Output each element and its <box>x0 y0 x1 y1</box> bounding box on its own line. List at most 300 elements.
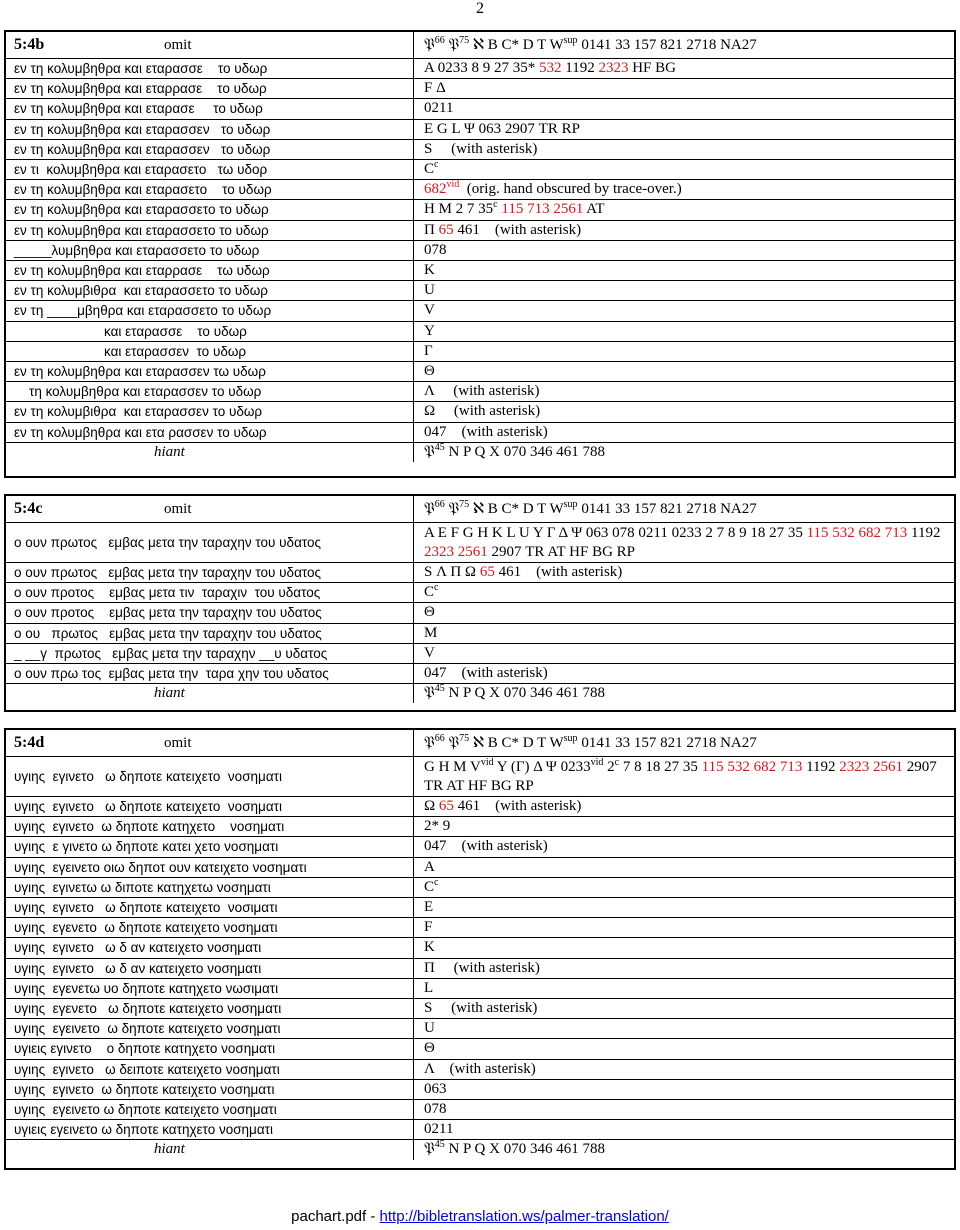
witness-text: F <box>424 919 433 936</box>
reading-cell <box>6 301 414 320</box>
table-row <box>6 381 954 401</box>
table-row <box>6 119 954 139</box>
table-row <box>6 1059 954 1079</box>
witness-text: vid <box>446 180 460 191</box>
greek-reading: υγιης εγενετο ω δηποτε κατειχετο νοσηματι <box>14 1001 282 1017</box>
table-row <box>6 179 954 199</box>
footer <box>0 1208 960 1225</box>
witness-text: Θ <box>424 1040 435 1057</box>
witness-list <box>424 979 433 998</box>
witness-list <box>424 221 581 240</box>
witness-cell <box>414 730 954 756</box>
reading-cell <box>6 221 414 240</box>
table-row <box>6 159 954 179</box>
reading-cell <box>6 979 414 998</box>
witness-text: 45 <box>434 442 445 453</box>
witness-text: M <box>424 624 438 641</box>
witness-text: N P Q X 070 346 461 788 <box>444 1141 605 1158</box>
greek-reading: ο ουν πρωτος εμβας μετα την ταραχην του υδατος <box>14 565 322 581</box>
greek-reading: υγιης εγινετο ω δηποτε κατειχετο νοσηματι <box>14 799 282 815</box>
reading-cell <box>6 938 414 957</box>
witness-text: A E F G H K L U Y Γ Δ Ψ 063 078 0211 0233 2 7 8 9 18 27 35 <box>424 524 807 541</box>
witness-text: Θ <box>424 363 435 380</box>
witness-cell <box>414 898 954 917</box>
table-row <box>6 796 954 816</box>
greek-reading: ο ουν προτος εμβας μετα την ταραχην του υδατος <box>14 605 322 621</box>
table-row <box>6 998 954 1018</box>
table-row <box>6 562 954 582</box>
table-row <box>6 978 954 998</box>
table-row <box>6 877 954 897</box>
witness-cell <box>414 1140 954 1159</box>
witness-cell <box>414 1019 954 1038</box>
witness-text: U <box>424 1020 435 1037</box>
witness-text: V <box>424 302 435 319</box>
witness-text: 078 <box>424 241 447 258</box>
table-row <box>6 139 954 159</box>
witness-cell <box>414 624 954 643</box>
greek-reading: τη κολυμβηθρα και εταρασσεν το υδωρ <box>14 384 262 400</box>
table-row <box>6 958 954 978</box>
reading-cell <box>6 79 414 98</box>
table-row <box>6 602 954 622</box>
witness-text: S (with asterisk) <box>424 140 538 157</box>
witness-list <box>424 644 435 663</box>
witness-cell <box>414 563 954 582</box>
greek-reading: υγιης εγινετο ω δηποτε κατειχετο νοσηματι <box>14 1081 275 1097</box>
omit-label: omit <box>164 500 192 517</box>
reading-cell <box>6 402 414 421</box>
witness-cell <box>414 603 954 622</box>
reading-cell <box>6 898 414 917</box>
witness-list <box>424 918 432 937</box>
witness-list <box>424 603 435 622</box>
reading-cell <box>6 858 414 877</box>
table-row <box>6 623 954 643</box>
witness-text: C <box>424 878 435 895</box>
witness-cell <box>414 160 954 179</box>
greek-reading: εν τι κολυμβηθρα και εταρασετο τω υδορ <box>14 162 268 178</box>
witness-text: Π <box>424 221 439 238</box>
witness-cell <box>414 221 954 240</box>
witness-text: 682 713 <box>858 524 908 541</box>
reading-cell <box>6 837 414 856</box>
witness-text: ℵ B C* D T W <box>469 500 564 517</box>
witness-text: 0211 <box>424 1121 454 1138</box>
witness-text: 𝔓 <box>424 734 435 751</box>
greek-reading: υγιης εγινετο ω δηποτε κατειχετο νοσηματι <box>14 769 282 784</box>
witness-text: 45 <box>434 684 445 695</box>
witness-cell <box>414 664 954 683</box>
witness-text: ℵ B C* D T W <box>469 734 564 751</box>
greek-reading: εν τη κολυμβηθρα και εταρασσε το υδωρ <box>14 61 268 77</box>
witness-text: c <box>434 583 439 594</box>
witness-list <box>424 959 540 978</box>
witness-cell <box>414 99 954 118</box>
table-row <box>6 643 954 663</box>
reading-cell <box>6 120 414 139</box>
witness-text: C <box>424 584 435 601</box>
witness-text: c <box>434 877 439 888</box>
table-row <box>6 361 954 381</box>
witness-text: 461 (with asterisk) <box>453 221 582 238</box>
greek-reading: υγιης ε γινετο ω δηποτε κατει χετο νοσηματι <box>14 839 279 855</box>
witness-list <box>424 342 433 361</box>
table-row <box>6 917 954 937</box>
witness-list <box>424 858 435 877</box>
reading-cell <box>6 59 414 78</box>
witness-text: 0141 33 157 821 2718 NA27 <box>577 36 757 53</box>
witness-list <box>424 180 682 199</box>
variant-header-cell <box>6 730 414 756</box>
witness-list <box>424 1100 447 1119</box>
greek-reading: εν τη κολυμβηθρα και εταρασσετο το υδωρ <box>14 202 269 218</box>
witness-text: 461 (with asterisk) <box>453 798 582 815</box>
witness-text: C <box>424 161 435 178</box>
witness-cell <box>414 180 954 199</box>
reading-cell <box>6 261 414 280</box>
table-row <box>6 401 954 421</box>
witness-text: 2323 2561 <box>424 543 488 560</box>
reading-cell <box>6 563 414 582</box>
reading-cell <box>6 99 414 118</box>
witness-cell <box>414 918 954 937</box>
witness-text: G H M V <box>424 758 481 775</box>
table-row <box>6 240 954 260</box>
variant-header-cell <box>6 32 414 58</box>
greek-reading: εν τη κολυμβηθρα και εταρρασε τω υδωρ <box>14 263 270 279</box>
witness-list <box>424 898 433 917</box>
witness-text: A 0233 8 9 27 35* <box>424 60 540 77</box>
witness-list <box>424 241 447 260</box>
witness-text: 66 <box>434 498 445 510</box>
witness-text: (orig. hand obscured by trace-over.) <box>459 181 682 198</box>
witness-text: Θ <box>424 604 435 621</box>
witness-text: 66 <box>434 34 445 46</box>
witness-text: 047 (with asterisk) <box>424 423 548 440</box>
table-row <box>6 442 954 462</box>
witness-text: 65 <box>479 564 495 581</box>
reading-cell <box>6 342 414 361</box>
witness-text: Ω (with asterisk) <box>424 403 541 420</box>
greek-reading: υγιης εγινετο ω δ αν κατειχετο νοσηματι <box>14 960 262 976</box>
witness-text: 𝔓 <box>424 500 435 517</box>
reading-cell <box>6 523 414 562</box>
witness-text: 0141 33 157 821 2718 NA27 <box>577 734 757 751</box>
witness-cell <box>414 1039 954 1058</box>
witness-text: 1192 <box>802 758 840 775</box>
witness-list <box>424 382 539 401</box>
greek-reading: υγιης εγινετο ω δειποτε κατειχετο νοσηματι <box>14 1061 280 1077</box>
greek-reading: ο ουν πρω τος εμβας μετα την ταρα χην του υδατος <box>14 666 329 682</box>
witness-text: 𝔓 <box>424 685 435 702</box>
witness-cell <box>414 402 954 421</box>
witness-text: 2907 TR AT HF BG RP <box>487 543 636 560</box>
witness-text: 2* 9 <box>424 818 451 835</box>
witness-cell <box>414 79 954 98</box>
witness-text: 0141 33 157 821 2718 NA27 <box>577 500 757 517</box>
witness-text: E G L Ψ 063 2907 TR RP <box>424 120 580 137</box>
witness-text: 532 <box>539 60 562 77</box>
witness-list <box>424 1120 453 1139</box>
reading-cell <box>6 160 414 179</box>
reading-cell <box>6 583 414 602</box>
witness-text: V <box>424 644 435 661</box>
witness-text: 𝔓 <box>444 36 460 53</box>
witness-text: 682 <box>424 181 447 198</box>
greek-reading: εν τη κολυμβηθρα και εταρασσεν τω υδωρ <box>14 364 266 380</box>
witness-list <box>424 500 757 519</box>
greek-reading: ο ουν προτος εμβας μετα τιν ταραχιν του υδατος <box>14 585 321 601</box>
witness-list <box>424 160 438 179</box>
witness-cell <box>414 1120 954 1139</box>
witness-cell <box>414 1060 954 1079</box>
reading-cell <box>6 603 414 622</box>
witness-text: L <box>424 979 434 996</box>
witness-text: Y <box>424 322 435 339</box>
reading-cell <box>6 140 414 159</box>
witness-list <box>424 1060 536 1079</box>
variant-label: 5:4c <box>14 500 43 517</box>
table-row <box>6 78 954 98</box>
witness-text: Π (with asterisk) <box>424 959 540 976</box>
witness-text: 75 <box>459 498 470 510</box>
witness-text: Ω <box>424 798 439 815</box>
table-row <box>6 1079 954 1099</box>
variant-table-5-4d <box>4 728 956 1170</box>
reading-cell <box>6 684 414 703</box>
variant-label: 5:4b <box>14 36 45 53</box>
witness-text: 2 <box>603 758 615 775</box>
witness-cell <box>414 817 954 836</box>
table-row <box>6 280 954 300</box>
witness-text: vid <box>590 757 604 768</box>
table-row <box>6 1119 954 1139</box>
variant-header-cell <box>6 496 414 522</box>
witness-text: K <box>424 262 435 279</box>
greek-reading: και εταρασσε το υδωρ <box>14 323 247 339</box>
witness-cell <box>414 644 954 663</box>
witness-text: 2907 TR AT HF BG RP <box>424 758 941 794</box>
witness-list <box>424 120 580 139</box>
reading-cell <box>6 757 414 796</box>
witness-text: 45 <box>434 1140 445 1151</box>
reading-cell <box>6 1120 414 1139</box>
reading-cell <box>6 180 414 199</box>
greek-reading: υγιης εγινετο ω δηποτε κατειχετο νοσιματι <box>14 900 278 916</box>
greek-reading: υγιης εγινετο ω δηποτε κατηχετο νοσηματι <box>14 819 285 835</box>
witness-list <box>424 36 757 55</box>
table-header-row <box>6 496 954 522</box>
witness-text: Γ <box>424 342 433 359</box>
table-row <box>6 836 954 856</box>
witness-text: 1192 <box>561 60 599 77</box>
witness-text: S (with asterisk) <box>424 1000 538 1017</box>
witness-list <box>424 563 622 582</box>
reading-cell <box>6 1060 414 1079</box>
witness-text: sup <box>563 34 578 46</box>
witness-list <box>424 423 548 442</box>
witness-text: A <box>424 858 435 875</box>
witness-cell <box>414 1100 954 1119</box>
greek-reading: υγιης εγινετο ω δ αν κατειχετο νοσηματι <box>14 940 262 956</box>
greek-reading: εν τη κολυμβηθρα και εταρασσεν το υδωρ <box>14 121 271 137</box>
greek-reading: και εταρασσεν το υδωρ <box>14 343 247 359</box>
reading-cell <box>6 362 414 381</box>
witness-text: 66 <box>434 732 445 744</box>
witness-text: 115 532 <box>806 524 855 541</box>
witness-list <box>424 200 605 219</box>
table-row <box>6 937 954 957</box>
reading-cell <box>6 443 414 462</box>
table-row <box>6 663 954 683</box>
witness-text: 𝔓 <box>444 500 460 517</box>
witness-text: 063 <box>424 1080 447 1097</box>
witness-text: 047 (with asterisk) <box>424 838 548 855</box>
witness-list <box>424 817 450 836</box>
witness-list <box>424 734 757 753</box>
witness-cell <box>414 140 954 159</box>
witness-cell <box>414 241 954 260</box>
table-row <box>6 582 954 602</box>
greek-reading: εν τη κολυμβιθρα και εταρασσεν το υδωρ <box>14 404 263 420</box>
witness-list <box>424 362 435 381</box>
reading-cell <box>6 999 414 1018</box>
table-row <box>6 1099 954 1119</box>
witness-list <box>424 684 605 703</box>
reading-cell <box>6 200 414 219</box>
reading-cell <box>6 959 414 978</box>
witness-list <box>424 938 435 957</box>
witness-cell <box>414 583 954 602</box>
table-row <box>6 897 954 917</box>
witness-list <box>424 301 435 320</box>
witness-text: 7 8 18 27 35 <box>619 758 702 775</box>
table-row <box>6 260 954 280</box>
witness-text: N P Q X 070 346 461 788 <box>444 685 605 702</box>
witness-text: U <box>424 282 435 299</box>
greek-reading: υγιης εγεινετο ω δηποτε κατειχετο νοσηματι <box>14 1102 277 1118</box>
witness-list <box>424 322 435 341</box>
variant-label: 5:4d <box>14 734 45 751</box>
greek-reading: υγιεις εγινετο ο δηποτε κατηχετο νοσηματι <box>14 1041 276 1057</box>
reading-cell <box>6 1039 414 1058</box>
witness-text: 1192 <box>907 524 945 541</box>
witness-text: 𝔓 <box>424 1141 435 1158</box>
witness-text: c <box>614 757 620 768</box>
reading-cell <box>6 382 414 401</box>
witness-text: H M 2 7 35 <box>424 201 494 218</box>
greek-reading: υγιης εγινετω ω διποτε κατηχετω νοσηματι <box>14 879 271 895</box>
witness-text: 𝔓 <box>424 36 435 53</box>
witness-text: 65 <box>438 798 454 815</box>
witness-text: AT <box>583 201 605 218</box>
greek-reading: υγιης εγεινετο οιω δηποτ ουν κατειχετο νοσηματι <box>14 859 307 875</box>
witness-cell <box>414 362 954 381</box>
witness-text: 2323 2561 <box>839 758 904 775</box>
witness-list <box>424 583 438 602</box>
witness-list <box>424 79 446 98</box>
witness-list <box>424 99 453 118</box>
witness-cell <box>414 757 954 796</box>
reading-cell <box>6 817 414 836</box>
witness-cell <box>414 261 954 280</box>
reading-cell <box>6 878 414 897</box>
witness-text: 𝔓 <box>444 734 460 751</box>
witness-list <box>424 758 948 796</box>
reading-cell <box>6 241 414 260</box>
hiant-label: hiant <box>154 685 185 702</box>
witness-list <box>424 1039 435 1058</box>
reading-cell <box>6 624 414 643</box>
greek-reading: υγιης εγεινετο ω δηποτε κατειχετο νοσηματι <box>14 1021 281 1037</box>
witness-text: 115 713 2561 <box>501 201 584 218</box>
witness-cell <box>414 684 954 703</box>
witness-list <box>424 1080 447 1099</box>
variant-table-5-4c <box>4 494 956 712</box>
witness-text: 2323 <box>598 60 629 77</box>
table-row <box>6 683 954 703</box>
witness-list <box>424 59 676 78</box>
witness-list <box>424 837 548 856</box>
greek-reading: εν τη κολυμβηθρα και ετα ρασσεν το υδωρ <box>14 424 267 440</box>
page-number: 2 <box>476 0 484 17</box>
greek-reading: υγιης εγενετο ω δηποτε κατειχετο νοσηματι <box>14 920 278 936</box>
witness-text: ℵ B C* D T W <box>469 36 564 53</box>
witness-list <box>424 1019 435 1038</box>
table-row <box>6 1139 954 1159</box>
witness-text: c <box>434 160 439 171</box>
witness-text: c <box>493 200 498 211</box>
reading-cell <box>6 1080 414 1099</box>
witness-cell <box>414 858 954 877</box>
witness-text: 078 <box>424 1101 447 1118</box>
table-row <box>6 816 954 836</box>
witness-cell <box>414 382 954 401</box>
witness-text: Λ (with asterisk) <box>424 383 540 400</box>
greek-reading: υγιεις εγεινετο ω δηποτε κατηχετο νοσηματι <box>14 1122 273 1138</box>
witness-cell <box>414 979 954 998</box>
greek-reading: εν τη κολυμβηθρα και εταρρασε το υδωρ <box>14 81 267 97</box>
witness-cell <box>414 797 954 816</box>
witness-list <box>424 261 435 280</box>
witness-cell <box>414 342 954 361</box>
witness-cell <box>414 301 954 320</box>
witness-text: 461 (with asterisk) <box>494 564 623 581</box>
reading-cell <box>6 797 414 816</box>
witness-list <box>424 797 581 816</box>
witness-text: S Λ Π Ω <box>424 564 480 581</box>
witness-cell <box>414 200 954 219</box>
table-row <box>6 756 954 796</box>
witness-text: 𝔓 <box>424 443 435 460</box>
witness-text: 75 <box>459 732 470 744</box>
witness-cell <box>414 837 954 856</box>
table-row <box>6 522 954 562</box>
footer-link[interactable]: http://bibletranslation.ws/palmer-translation/ <box>379 1208 669 1225</box>
witness-list <box>424 402 540 421</box>
hiant-label: hiant <box>154 443 185 460</box>
witness-list <box>424 140 537 159</box>
witness-list <box>424 878 438 897</box>
table-row <box>6 1038 954 1058</box>
greek-reading: υγιης εγενετω υο δηποτε κατηχετο νωσιματι <box>14 980 279 996</box>
greek-reading: ο ου πρωτος εμβας μετα την ταραχην του υδατος <box>14 625 322 641</box>
witness-cell <box>414 443 954 462</box>
table-row <box>6 199 954 219</box>
witness-cell <box>414 322 954 341</box>
greek-reading: ο ουν πρωτος εμβας μετα την ταραχην του υδατος <box>14 535 322 550</box>
